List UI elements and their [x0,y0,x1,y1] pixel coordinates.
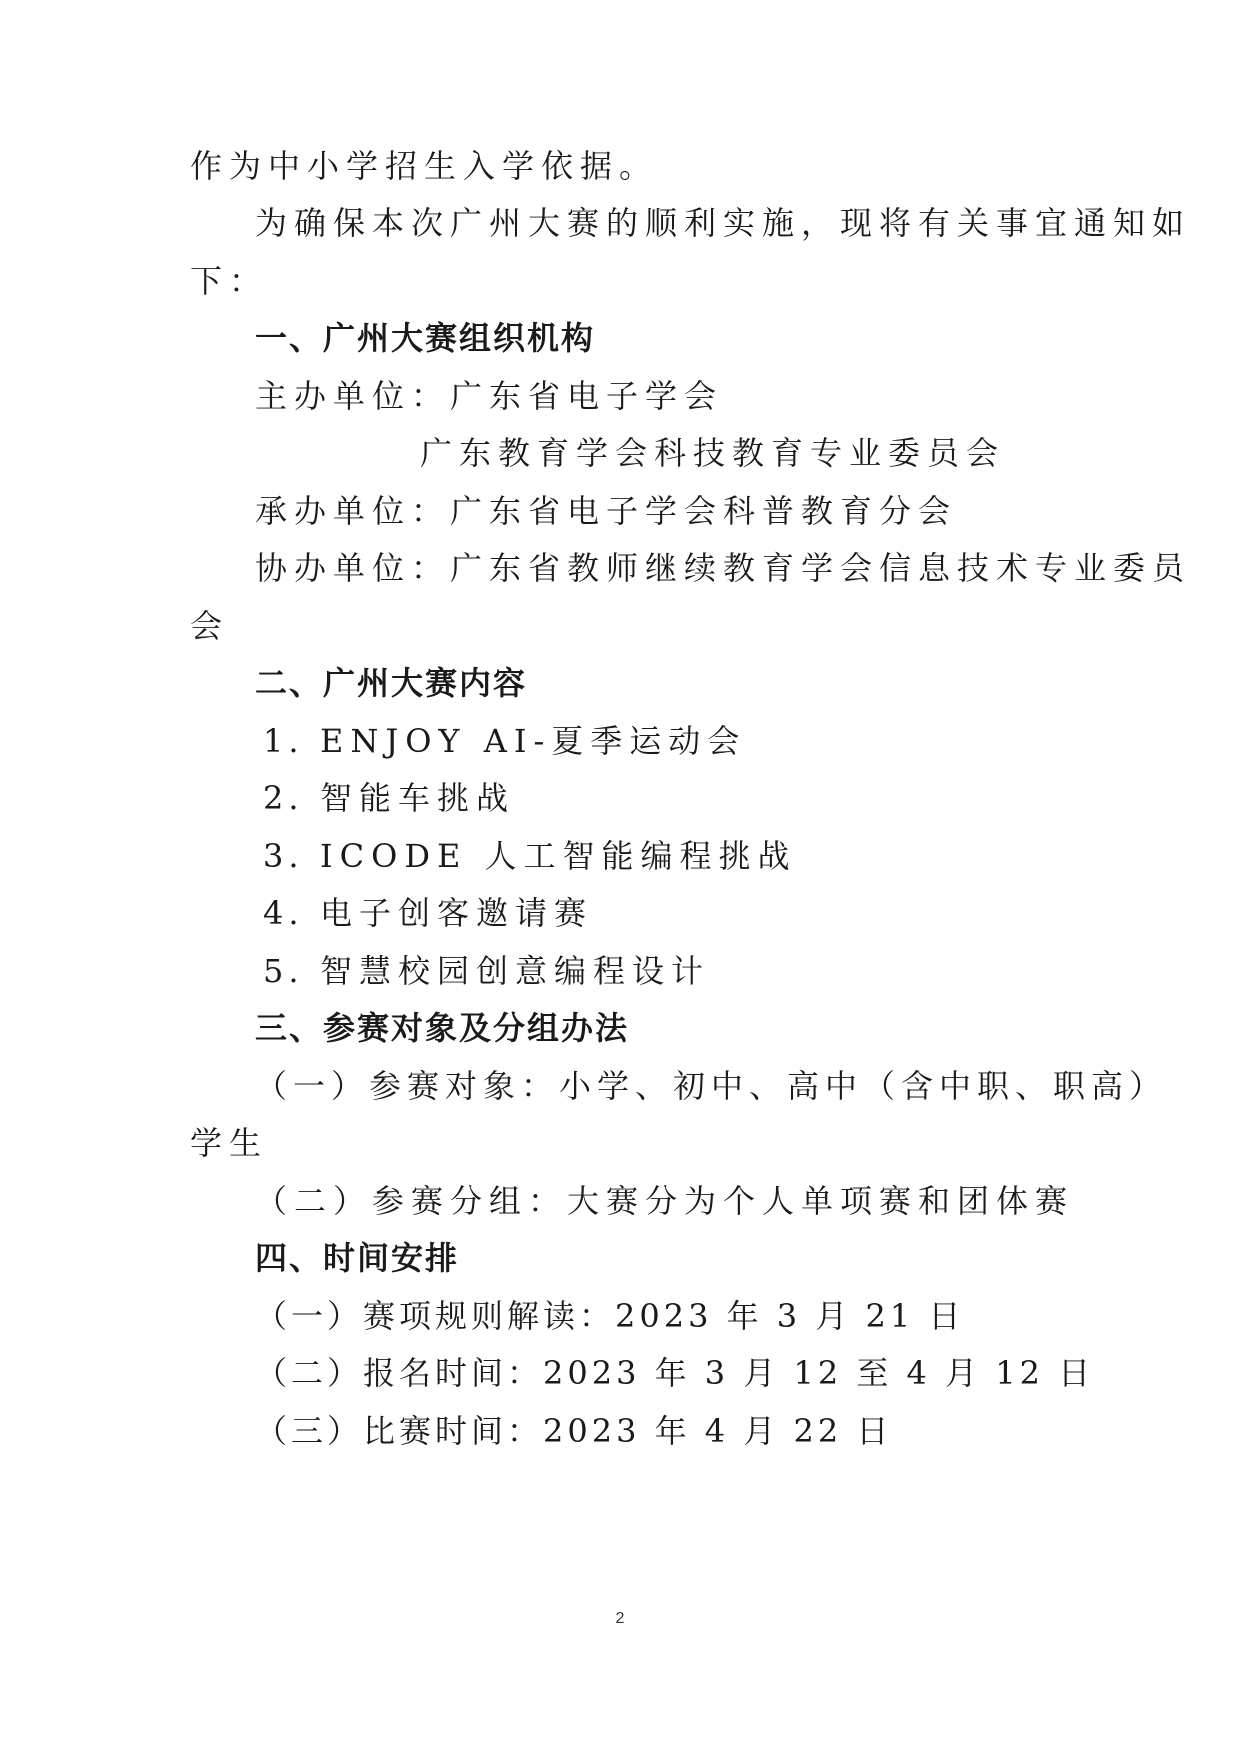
participants-line: 学生 [190,1124,269,1162]
section-heading: 二、广州大赛内容 [255,664,528,702]
grouping-line: （二）参赛分组：大赛分为个人单项赛和团体赛 [255,1182,1075,1220]
section-heading: 四、时间安排 [255,1239,460,1277]
list-item-number: 2. [263,779,304,817]
organizer-line: 主办单位：广东省电子学会 [255,377,724,415]
body-line: 为确保本次广州大赛的顺利实施，现将有关事宜通知如 [255,204,1192,242]
list-item-number: 1. [263,722,304,760]
section-heading: 一、广州大赛组织机构 [255,319,596,357]
list-item-number: 3. [263,837,304,875]
schedule-line: （三）比赛时间：2023 年 4 月 22 日 [255,1412,893,1450]
list-item-number: 5. [263,952,304,990]
undertaker-line: 承办单位：广东省电子学会科普教育分会 [255,492,958,530]
schedule-line: （一）赛项规则解读：2023 年 3 月 21 日 [255,1297,965,1335]
list-item: 电子创客邀请赛 [320,894,594,932]
list-item: ENJOY AI-夏季运动会 [320,722,747,760]
page-number: 2 [615,1610,625,1627]
list-item: 智慧校园创意编程设计 [320,952,711,990]
co-organizer-line: 协办单位：广东省教师继续教育学会信息技术专业委员 [255,549,1192,587]
organizer-line: 广东教育学会科技教育专业委员会 [420,434,1006,472]
body-line: 作为中小学招生入学依据。 [190,147,659,185]
body-line: 下： [190,262,269,300]
co-organizer-line: 会 [190,607,230,645]
section-heading: 三、参赛对象及分组办法 [255,1009,630,1047]
list-item: ICODE 人工智能编程挑战 [320,837,797,875]
schedule-line: （二）报名时间：2023 年 3 月 12 至 4 月 12 日 [255,1354,1095,1392]
list-item: 智能车挑战 [320,779,516,817]
participants-line: （一）参赛对象：小学、初中、高中（含中职、职高） [255,1067,1168,1105]
list-item-number: 4. [263,894,304,932]
